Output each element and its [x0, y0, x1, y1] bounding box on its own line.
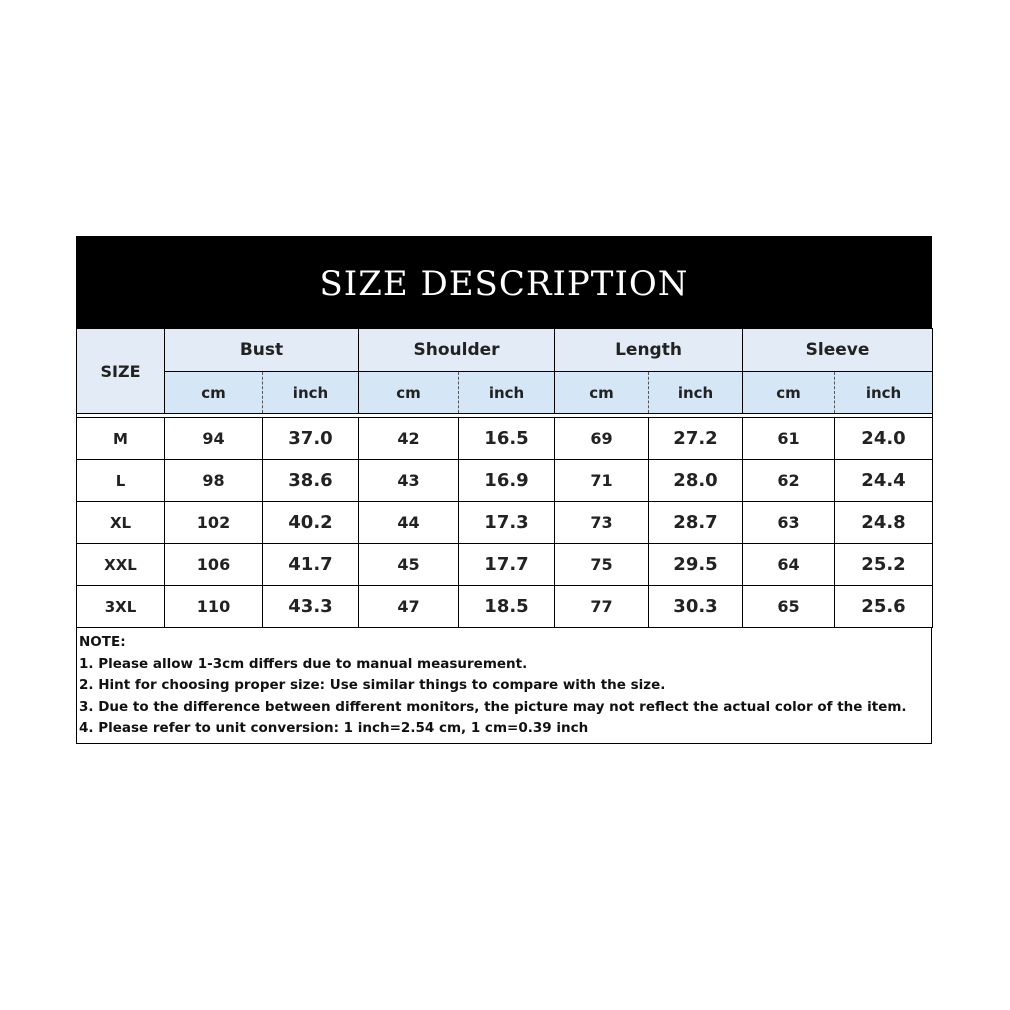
table-row: [77, 502, 933, 544]
shoulder-cm-cell: 42: [359, 418, 459, 460]
size-cell: XXL: [77, 544, 165, 586]
sleeve-inch-cell: 24.8: [835, 502, 933, 544]
page-title: SIZE DESCRIPTION: [319, 264, 689, 304]
shoulder-cm-cell: 44: [359, 502, 459, 544]
size-cell: M: [77, 418, 165, 460]
unit-header-sleeve-cm: cm: [743, 372, 835, 414]
bust-cm-cell: 110: [165, 586, 263, 628]
length-inch-cell: 30.3: [649, 586, 743, 628]
size-cell: XL: [77, 502, 165, 544]
bust-cm-cell: 98: [165, 460, 263, 502]
size-table: [76, 328, 933, 628]
bust-inch-cell: 40.2: [263, 502, 359, 544]
title-bar: [76, 236, 932, 328]
table-row: [77, 586, 933, 628]
unit-header-sleeve-inch: inch: [835, 372, 933, 414]
length-inch-cell: 28.0: [649, 460, 743, 502]
bust-inch-cell: 38.6: [263, 460, 359, 502]
note-item: 3. Due to the difference between different monitors, the picture may not reflect the actual color of the item.: [79, 698, 907, 715]
sleeve-cm-cell: 64: [743, 544, 835, 586]
shoulder-inch-cell: 18.5: [459, 586, 555, 628]
sleeve-cm-cell: 62: [743, 460, 835, 502]
shoulder-inch-cell: 17.3: [459, 502, 555, 544]
sleeve-inch-cell: 25.2: [835, 544, 933, 586]
bust-cm-cell: 106: [165, 544, 263, 586]
group-header-sleeve: Sleeve: [743, 329, 933, 372]
sleeve-inch-cell: 24.0: [835, 418, 933, 460]
sleeve-cm-cell: 63: [743, 502, 835, 544]
length-inch-cell: 28.7: [649, 502, 743, 544]
group-header-shoulder: Shoulder: [359, 329, 555, 372]
sleeve-cm-cell: 61: [743, 418, 835, 460]
bust-cm-cell: 102: [165, 502, 263, 544]
bust-inch-cell: 41.7: [263, 544, 359, 586]
unit-header-bust-cm: cm: [165, 372, 263, 414]
group-header-length: Length: [555, 329, 743, 372]
notes-box: [76, 628, 932, 744]
length-cm-cell: 71: [555, 460, 649, 502]
table-row: [77, 544, 933, 586]
unit-header-shoulder-inch: inch: [459, 372, 555, 414]
length-cm-cell: 75: [555, 544, 649, 586]
shoulder-cm-cell: 43: [359, 460, 459, 502]
bust-inch-cell: 43.3: [263, 586, 359, 628]
unit-header-length-cm: cm: [555, 372, 649, 414]
table-row: [77, 460, 933, 502]
unit-header-length-inch: inch: [649, 372, 743, 414]
table-body: [77, 414, 933, 628]
bust-cm-cell: 94: [165, 418, 263, 460]
note-item: 1. Please allow 1-3cm differs due to manual measurement.: [79, 655, 528, 672]
note-item: 2. Hint for choosing proper size: Use similar things to compare with the size.: [79, 677, 666, 693]
shoulder-inch-cell: 17.7: [459, 544, 555, 586]
notes-heading: NOTE:: [79, 634, 126, 650]
shoulder-inch-cell: 16.5: [459, 418, 555, 460]
sleeve-inch-cell: 25.6: [835, 586, 933, 628]
unit-header-bust-inch: inch: [263, 372, 359, 414]
sleeve-cm-cell: 65: [743, 586, 835, 628]
table-row: [77, 418, 933, 460]
length-inch-cell: 27.2: [649, 418, 743, 460]
length-cm-cell: 69: [555, 418, 649, 460]
length-cm-cell: 73: [555, 502, 649, 544]
shoulder-cm-cell: 45: [359, 544, 459, 586]
shoulder-inch-cell: 16.9: [459, 460, 555, 502]
size-chart: [76, 236, 932, 744]
table-header: [77, 329, 933, 414]
shoulder-cm-cell: 47: [359, 586, 459, 628]
size-cell: L: [77, 460, 165, 502]
sleeve-inch-cell: 24.4: [835, 460, 933, 502]
bust-inch-cell: 37.0: [263, 418, 359, 460]
length-cm-cell: 77: [555, 586, 649, 628]
note-item: 4. Please refer to unit conversion: 1 inch=2.54 cm, 1 cm=0.39 inch: [79, 720, 589, 736]
unit-header-shoulder-cm: cm: [359, 372, 459, 414]
size-cell: 3XL: [77, 586, 165, 628]
length-inch-cell: 29.5: [649, 544, 743, 586]
group-header-bust: Bust: [165, 329, 359, 372]
size-column-header: SIZE: [77, 329, 165, 414]
